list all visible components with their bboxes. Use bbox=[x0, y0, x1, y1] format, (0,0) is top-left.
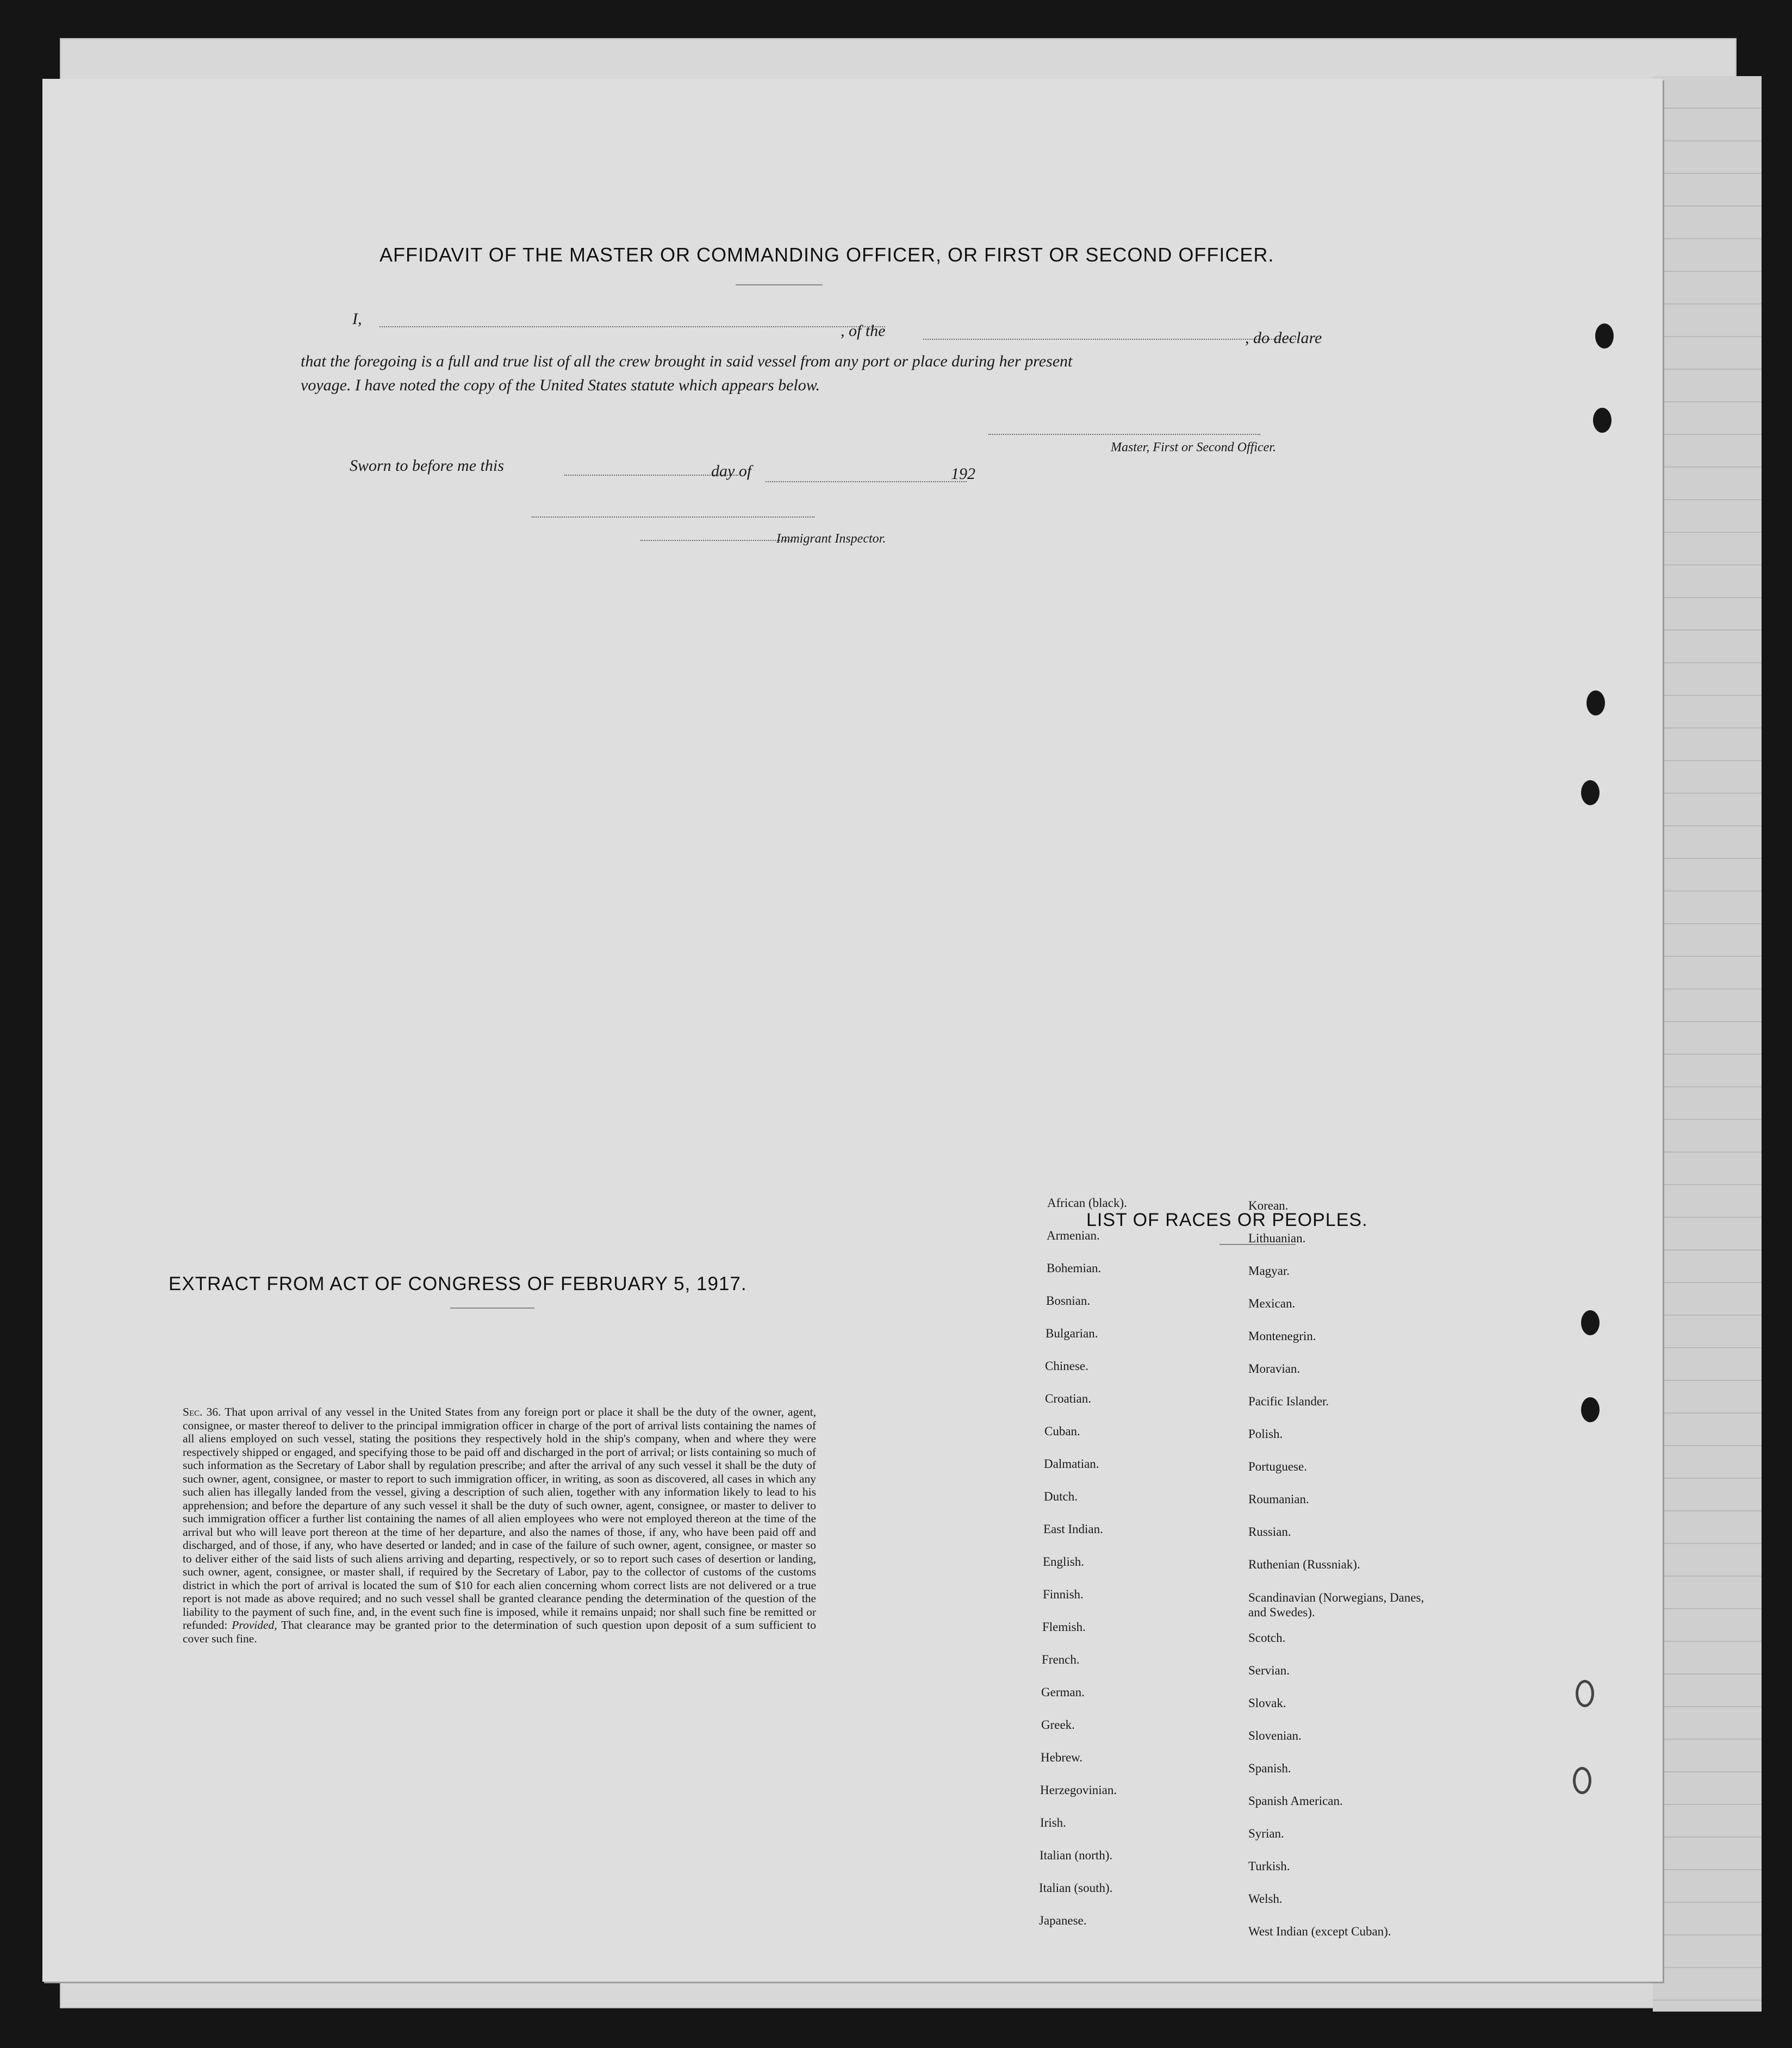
race-item: Hebrew. bbox=[1041, 1751, 1083, 1764]
race-item: Finnish. bbox=[1043, 1588, 1084, 1601]
race-item: Scandinavian (Norwegians, Danes, and Swedes). bbox=[1248, 1591, 1424, 1619]
race-item: Bulgarian. bbox=[1046, 1327, 1098, 1340]
race-item: Servian. bbox=[1248, 1664, 1290, 1677]
affidavit-do-declare: , do declare bbox=[1245, 329, 1322, 347]
affidavit-title: AFFIDAVIT OF THE MASTER OR COMMANDING OFFICER, OR FIRST OR SECOND OFFICER. bbox=[379, 244, 1274, 266]
sworn-month-blank bbox=[766, 481, 967, 482]
race-item: Lithuanian. bbox=[1248, 1231, 1306, 1245]
race-item: English. bbox=[1043, 1555, 1085, 1568]
race-item: Russian. bbox=[1248, 1525, 1291, 1539]
race-item: Moravian. bbox=[1248, 1362, 1301, 1375]
punch-hole bbox=[1586, 690, 1605, 715]
race-item: Korean. bbox=[1248, 1199, 1289, 1212]
statute-provided: Provided, bbox=[232, 1619, 277, 1632]
race-item: Japanese. bbox=[1039, 1914, 1087, 1927]
race-item: Scotch. bbox=[1248, 1631, 1286, 1645]
race-item: Spanish. bbox=[1248, 1761, 1291, 1775]
race-item: Irish. bbox=[1040, 1816, 1066, 1829]
race-item: German. bbox=[1041, 1685, 1085, 1699]
race-item: Slovenian. bbox=[1248, 1729, 1302, 1742]
affidavit-body-line-2: that the foregoing is a full and true list of all the crew brought in said vessel from any port or place during her present bbox=[301, 352, 1073, 370]
signature-caption: Master, First or Second Officer. bbox=[1111, 440, 1276, 455]
race-item: Ruthenian (Russniak). bbox=[1248, 1558, 1360, 1571]
race-item: Magyar. bbox=[1248, 1264, 1290, 1278]
race-item: Italian (north). bbox=[1040, 1848, 1113, 1862]
punch-hole bbox=[1581, 780, 1600, 805]
races-title: LIST OF RACES OR PEOPLES. bbox=[1086, 1210, 1368, 1230]
race-item: Flemish. bbox=[1042, 1620, 1086, 1634]
extract-title: EXTRACT FROM ACT OF CONGRESS OF FEBRUARY 5, 1917. bbox=[169, 1273, 747, 1294]
inspector-blank bbox=[532, 516, 814, 518]
punch-hole bbox=[1581, 1310, 1600, 1335]
race-item: Dalmatian. bbox=[1044, 1457, 1099, 1471]
punch-hole bbox=[1581, 1397, 1600, 1422]
race-item: West Indian (except Cuban). bbox=[1248, 1925, 1391, 1938]
race-item: Italian (south). bbox=[1039, 1881, 1113, 1895]
race-item: Chinese. bbox=[1045, 1359, 1088, 1373]
race-item: Croatian. bbox=[1045, 1392, 1091, 1405]
punch-hole bbox=[1576, 1680, 1594, 1707]
race-item: Polish. bbox=[1248, 1427, 1283, 1441]
race-item: Montenegrin. bbox=[1248, 1329, 1316, 1343]
race-item: Armenian. bbox=[1047, 1229, 1100, 1242]
race-item: Bosnian. bbox=[1046, 1294, 1091, 1308]
sworn-text: Sworn to before me this bbox=[350, 457, 504, 475]
race-item: East Indian. bbox=[1043, 1522, 1103, 1536]
affidavit-of-the: , of the bbox=[841, 322, 886, 340]
race-item: Turkish. bbox=[1248, 1859, 1290, 1873]
year-text: 192 bbox=[951, 465, 975, 483]
document-page bbox=[42, 79, 1663, 1982]
extract-title-rule bbox=[450, 1308, 534, 1309]
race-item: Herzegovinian. bbox=[1040, 1783, 1117, 1797]
race-item: Slovak. bbox=[1248, 1696, 1286, 1710]
race-item: Syrian. bbox=[1248, 1827, 1284, 1840]
race-item: Mexican. bbox=[1248, 1297, 1296, 1310]
race-item: Welsh. bbox=[1248, 1892, 1283, 1906]
punch-hole bbox=[1593, 408, 1611, 433]
adjacent-page-edge bbox=[1653, 76, 1762, 2012]
inspector-signature-blank bbox=[640, 540, 793, 541]
statute-body: That upon arrival of any vessel in the United States from any foreign port or place it shall be the duty of the owner, agent, consignee, or master thereof to deliver to the principal immigration officer in charge of the port of arrival lists containing the names of all aliens employed on such vessel, stating the positions they respectively hold in the ship's company, when and where they were respectively shipped or engaged, and specifying those to be paid off and discharged in the port of arrival; or lists containing so much of such information as the Secretary of Labor shall by regulation prescribe; and after the arrival of any such vessel it shall be the duty of such owner, agent, consignee, or master to report to such immigration officer, in writing, as soon as discovered, all cases in which any such alien has illegally landed from the vessel, giving a description of such alien, together with any information likely to lead to his apprehension; and before the departure of any such vessel it shall be the duty of such owner, agent, consignee, or master to deliver to such immigration officer a further list containing the names of all alien employees who were not employed thereon at the time of the arrival but who will leave port thereon at the time of her departure, and also the names of those, if any, who have been paid off and discharged, and of those, if any, who have deserted or landed; and in case of the failure of such owner, agent, consignee, or master so to deliver either of the said lists of such aliens arriving and departing, respectively, or so to report such cases of desertion or landing, such owner, agent, consignee, or master shall, if required by the Secretary of Labor, pay to the collector of customs of the customs district in which the port of arrival is located the sum of $10 for each alien concerning whom correct lists are not delivered or a true report is not made as above required; and no such vessel shall be granted clearance pending the determination of the question of the liability to the payment of such fine, and, in the event such fine is imposed, while it remains unpaid; nor shall such fine be remitted or refunded: bbox=[183, 1405, 816, 1632]
affidavit-body-line-3: voyage. I have noted the copy of the United States statute which appears below. bbox=[301, 376, 820, 394]
punch-hole bbox=[1573, 1767, 1591, 1794]
race-item: Dutch. bbox=[1044, 1490, 1078, 1503]
race-item: Portuguese. bbox=[1248, 1460, 1307, 1473]
section-label: Sec. 36. bbox=[183, 1405, 221, 1418]
name-blank bbox=[379, 326, 885, 327]
inspector-caption: Immigrant Inspector. bbox=[776, 532, 886, 546]
day-of-text: day of bbox=[711, 462, 752, 480]
vessel-blank bbox=[923, 339, 1298, 340]
race-item: Greek. bbox=[1041, 1718, 1075, 1732]
race-item: Bohemian. bbox=[1047, 1261, 1102, 1275]
affidavit-i: I, bbox=[352, 310, 362, 328]
statute-text bbox=[183, 1405, 816, 1645]
race-item: Cuban. bbox=[1044, 1424, 1080, 1438]
signature-blank bbox=[988, 434, 1260, 435]
affidavit-title-rule bbox=[736, 284, 823, 285]
race-item: Roumanian. bbox=[1248, 1492, 1309, 1506]
race-item: Pacific Islander. bbox=[1248, 1395, 1329, 1408]
race-item: Spanish American. bbox=[1248, 1794, 1343, 1808]
race-item: French. bbox=[1042, 1653, 1080, 1666]
statute-body-end: That clearance may be granted prior to the determination of such question upon deposit of a sum sufficient to cover such fine. bbox=[183, 1619, 817, 1645]
punch-hole bbox=[1595, 323, 1614, 348]
race-item: African (black). bbox=[1047, 1196, 1127, 1210]
